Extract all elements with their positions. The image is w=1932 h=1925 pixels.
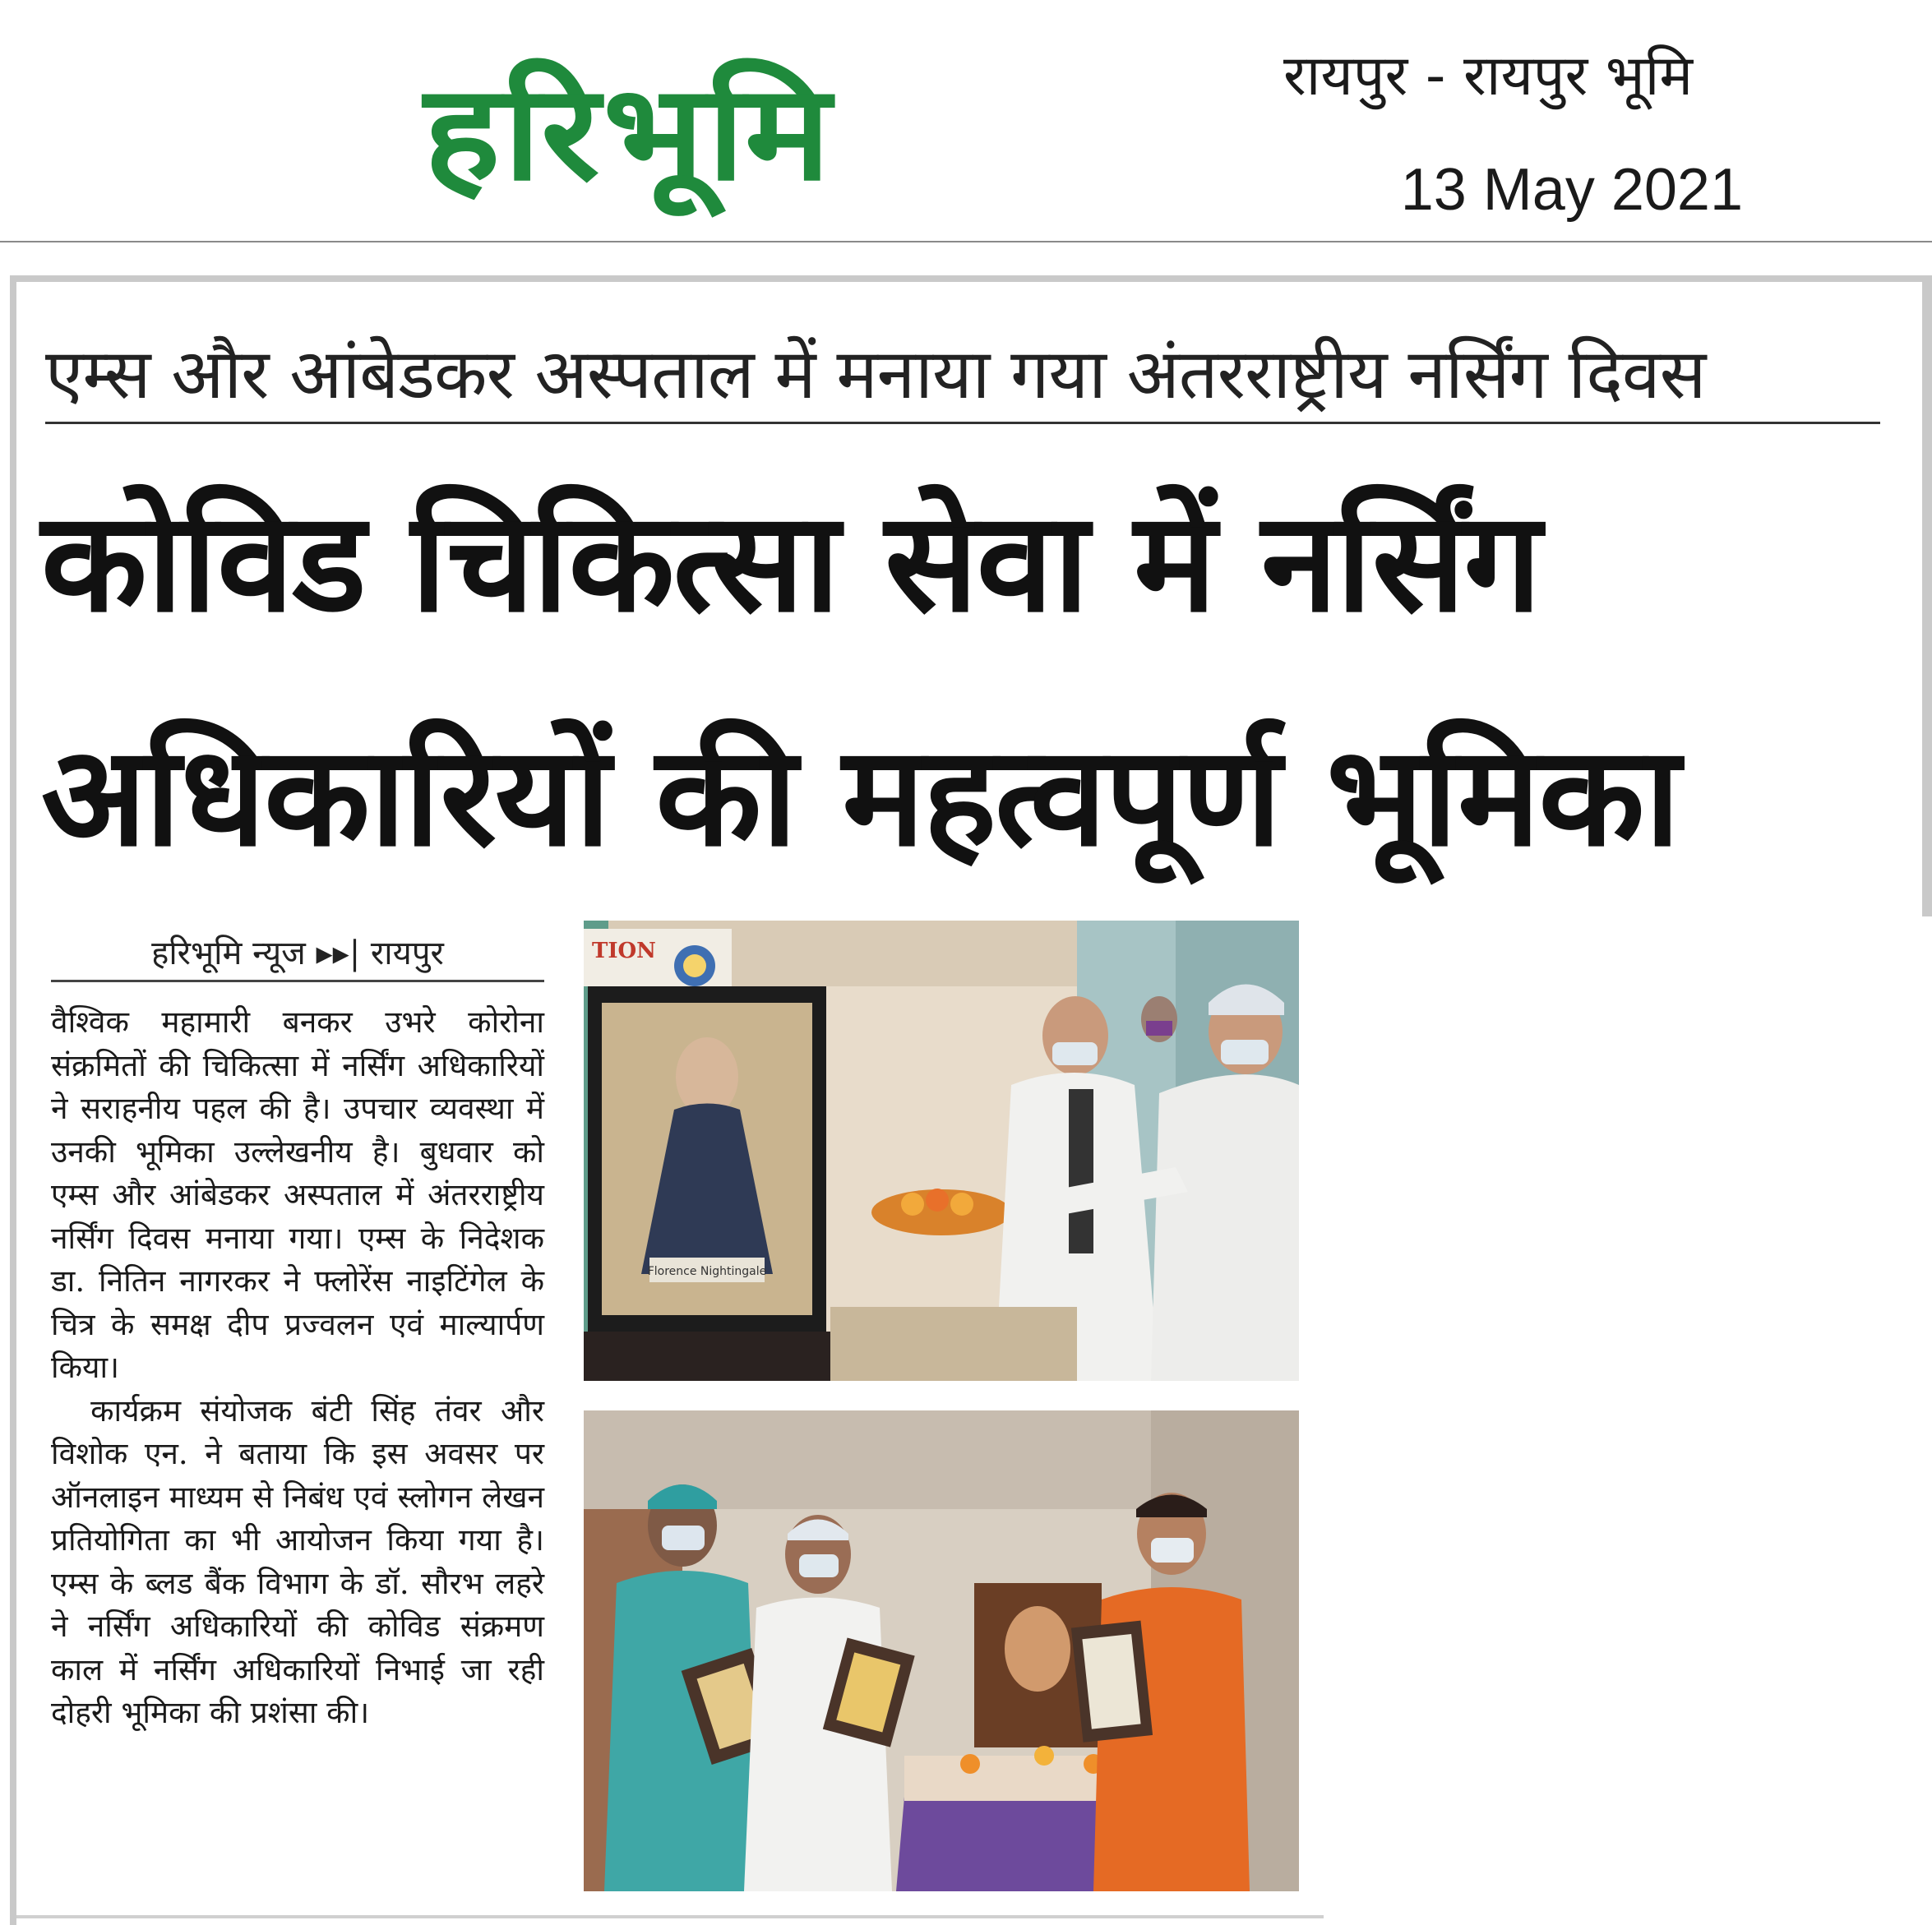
photo-lamp-lighting <box>584 921 1299 1381</box>
main-headline-line-1: कोविड चिकित्सा सेवा में नर्सिंग <box>41 482 1541 643</box>
article-paragraph-2: कार्यक्रम संयोजक बंटी सिंह तंवर और विशोक एन. ने बताया कि इस अवसर पर ऑनलाइन माध्यम से निबंध एवं स्लोगन लेखन प्रतियोगिता का भी आयोजन किया गया है। एम्स के ब्लड बैंक विभाग के डॉ. सौरभ लहरे ने नर्सिंग अधिकारियों की कोविड संक्रमण काल में नर्सिंग अधिकारियों निभाई जा रही दोहरी भूमिका की प्रशंसा की। <box>51 1392 544 1730</box>
article-paragraph-1: वैश्विक महामारी बनकर उभरे कोरोना संक्रमितों की चिकित्सा में नर्सिंग अधिकारियों ने सराहनीय पहल की है। उपचार व्यवस्था में उनकी भूमिका उल्लेखनीय है। बुधवार को एम्स और आंबेडकर अस्पताल में अंतरराष्ट्रीय नर्सिंग दिवस मनाया गया। एम्स के निदेशक डा. नितिन नागरकर ने फ्लोरेंस नाइटिंगेल के चित्र के समक्ष दीप प्रज्वलन एवं माल्यार्पण किया। <box>51 1004 544 1385</box>
edition-label: रायपुर - रायपुर भूमि <box>1283 44 1694 108</box>
clipping-bottom-rule <box>16 1915 1324 1918</box>
masthead-logo <box>197 33 1061 234</box>
kicker-headline: एम्स और आंबेडकर अस्पताल में मनाया गया अंतरराष्ट्रीय नर्सिंग दिवस <box>45 334 1706 414</box>
main-headline-line-2: अधिकारियों की महत्वपूर्ण भूमिका <box>41 716 1680 877</box>
masthead-title: हरिभूमि <box>423 57 834 210</box>
photo-nurses-certificates-illustration <box>584 1410 1299 1891</box>
photo-sign-text: TION <box>592 939 656 963</box>
photo-lamp-lighting-illustration <box>584 921 1299 1381</box>
byline: हरिभूमि न्यूज ▸▸| रायपुर <box>151 935 444 972</box>
photo-nurses-certificates <box>584 1410 1299 1891</box>
publication-date: 13 May 2021 <box>1400 157 1743 223</box>
byline-underline <box>51 980 544 982</box>
article-body <box>51 1001 544 1735</box>
clipping-frame-right-edge <box>1922 275 1932 916</box>
header-divider <box>0 241 1932 242</box>
kicker-underline <box>45 422 1880 424</box>
portrait-caption: Florence Nightingale <box>647 1265 767 1278</box>
